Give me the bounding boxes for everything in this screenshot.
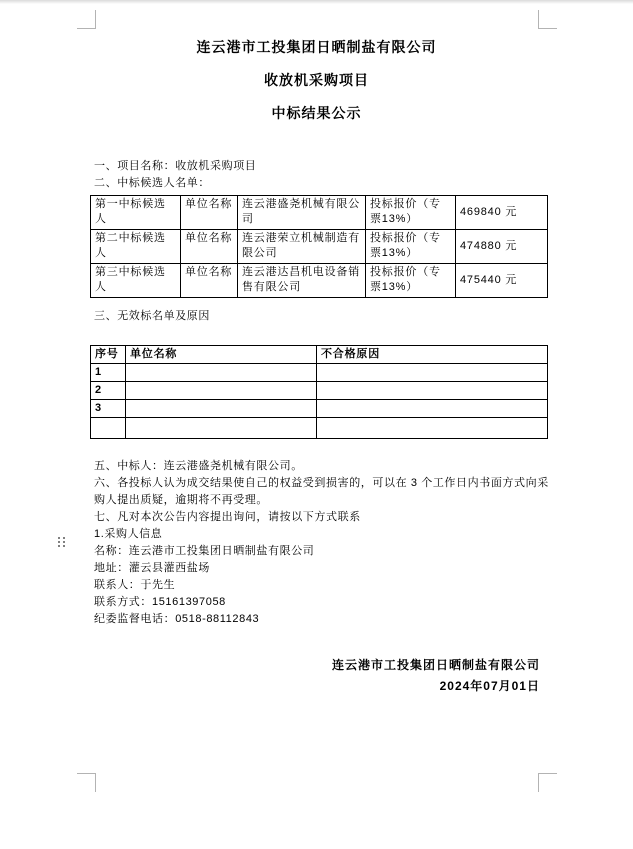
section-project-name: 一、项目名称：收放机采购项目 (94, 160, 257, 172)
objection-line: 六、各投标人认为成交结果使自己的权益受到损害的，可以在 3 个工作日内书面方式向采购人提出质疑，逾期将不再受理。 (94, 477, 549, 506)
invalid-bids-table (90, 345, 548, 439)
notes-block (94, 458, 551, 628)
unit-cell (126, 364, 317, 382)
unit-label-cell: 单位名称 (181, 230, 238, 264)
unit-cell (126, 382, 317, 400)
reason-cell (317, 364, 548, 382)
crop-mark-top-left-icon (77, 10, 96, 29)
price-label-cell: 投标报价（专票13%） (366, 264, 456, 298)
page-top-edge (0, 0, 633, 4)
unit-cell (126, 418, 317, 439)
candidate-row-1 (91, 196, 548, 230)
amount-cell: 475440 元 (456, 264, 548, 298)
candidates-table (90, 195, 548, 298)
invalid-row-4 (91, 418, 548, 439)
amount-cell: 474880 元 (456, 230, 548, 264)
col-header-no: 序号 (91, 346, 126, 364)
candidate-row-3 (91, 264, 548, 298)
company-title: 连云港市工投集团日晒制盐有限公司 (196, 39, 437, 55)
reason-cell (317, 400, 548, 418)
purchaser-heading: 1.采购人信息 (94, 528, 163, 540)
crop-mark-top-right-icon (538, 10, 557, 29)
announcement-title: 中标结果公示 (271, 105, 362, 121)
rank-cell: 第一中标候选人 (91, 196, 181, 230)
invalid-table-header-row (91, 346, 548, 364)
signature-block (90, 655, 540, 697)
company-cell: 连云港盛尧机械有限公司 (238, 196, 366, 230)
price-label-cell: 投标报价（专票13%） (366, 196, 456, 230)
no-cell (91, 418, 126, 439)
candidate-row-2 (91, 230, 548, 264)
section-invalid-heading: 三、无效标名单及原因 (94, 310, 210, 322)
footer-company: 连云港市工投集团日晒制盐有限公司 (331, 658, 540, 672)
rank-cell: 第二中标候选人 (91, 230, 181, 264)
invalid-row-2 (91, 382, 548, 400)
unit-label-cell: 单位名称 (181, 264, 238, 298)
rank-cell: 第三中标候选人 (91, 264, 181, 298)
no-cell: 1 (91, 364, 126, 382)
price-label-cell: 投标报价（专票13%） (366, 230, 456, 264)
company-cell: 连云港荣立机械制造有限公司 (238, 230, 366, 264)
unit-cell (126, 400, 317, 418)
contact-intro-line: 七、凡对本次公告内容提出询问，请按以下方式联系 (94, 511, 361, 523)
footer-date: 2024年07月01日 (439, 679, 540, 693)
section-candidates-heading: 二、中标候选人名单： (94, 177, 210, 189)
purchaser-address: 地址：灌云县灌西盐场 (94, 562, 210, 574)
invalid-row-3 (91, 400, 548, 418)
purchaser-phone: 联系方式：15161397058 (94, 596, 226, 608)
crop-mark-bottom-right-icon (538, 773, 557, 792)
amount-cell: 469840 元 (456, 196, 548, 230)
crop-mark-bottom-left-icon (77, 773, 96, 792)
supervision-phone: 纪委监督电话：0518-88112843 (94, 613, 260, 625)
company-cell: 连云港达昌机电设备销售有限公司 (238, 264, 366, 298)
no-cell: 2 (91, 382, 126, 400)
col-header-reason: 不合格原因 (317, 346, 548, 364)
winner-line: 五、中标人：连云港盛尧机械有限公司。 (94, 460, 303, 472)
no-cell: 3 (91, 400, 126, 418)
reason-cell (317, 418, 548, 439)
unit-label-cell: 单位名称 (181, 196, 238, 230)
purchaser-contact: 联系人：于先生 (94, 579, 176, 591)
table-anchor-dots-icon (58, 537, 65, 547)
reason-cell (317, 382, 548, 400)
purchaser-name: 名称：连云港市工投集团日晒制盐有限公司 (94, 545, 315, 557)
title-block (0, 31, 633, 130)
project-title: 收放机采购项目 (264, 72, 369, 88)
invalid-row-1 (91, 364, 548, 382)
col-header-unit: 单位名称 (126, 346, 317, 364)
